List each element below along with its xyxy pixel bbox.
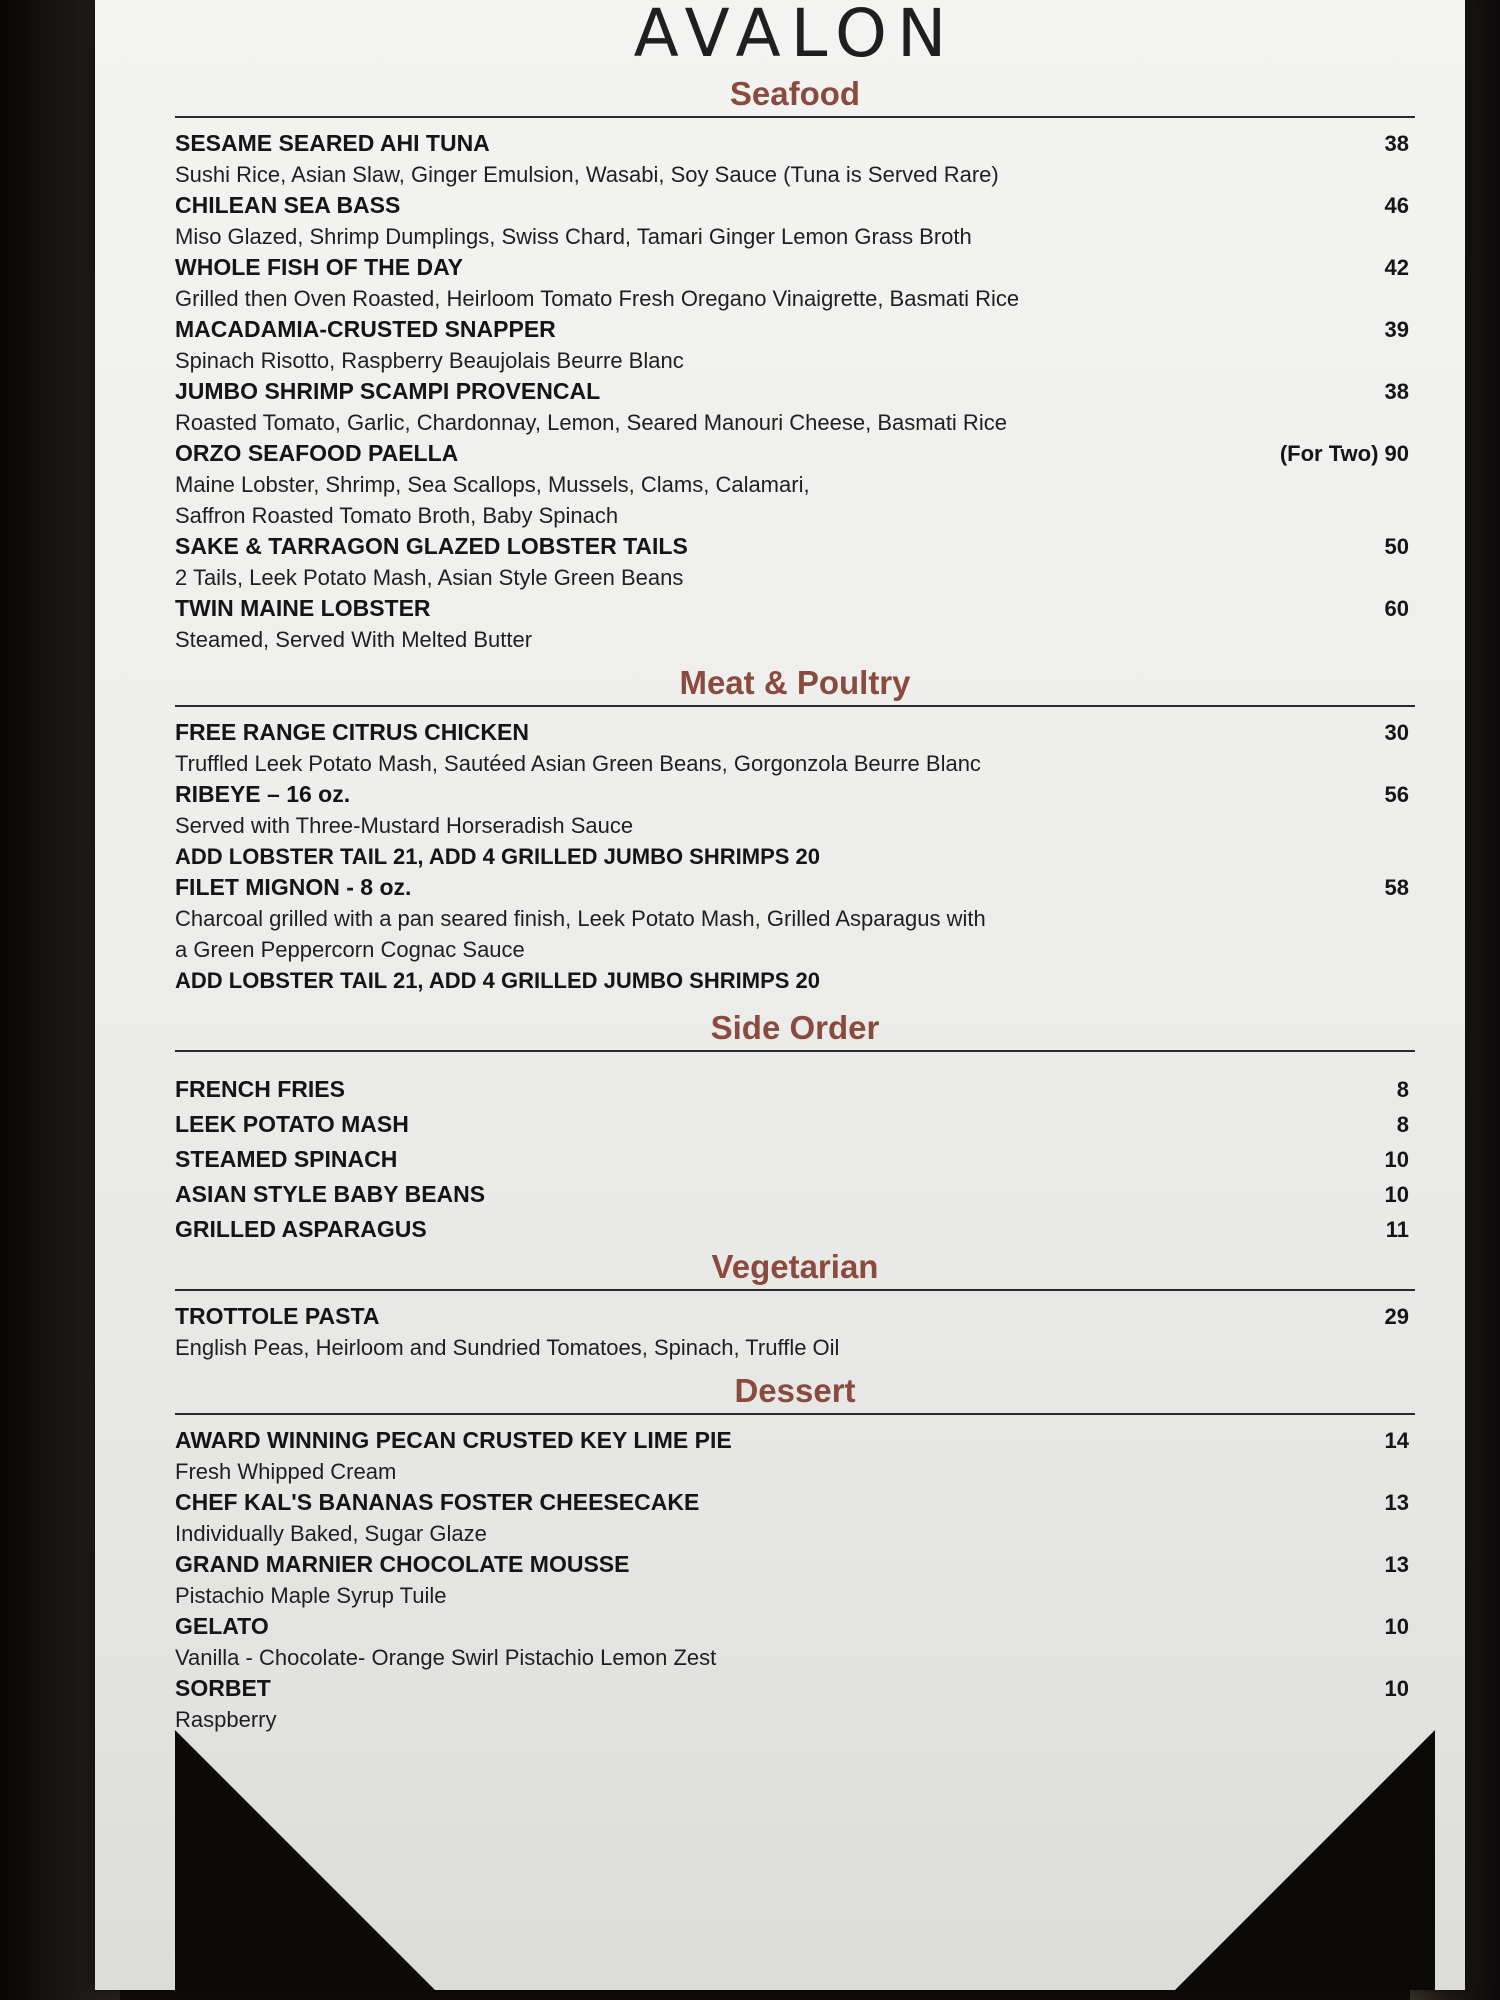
item-name: ASIAN STYLE BABY BEANS <box>175 1181 486 1207</box>
item-name: SORBET <box>175 1675 271 1701</box>
item-description: Sushi Rice, Asian Slaw, Ginger Emulsion, Wasabi, Soy Sauce (Tuna is Served Rare) <box>175 162 999 187</box>
menu-item <box>175 717 1415 779</box>
section-divider <box>175 705 1415 707</box>
item-description: Steamed, Served With Melted Butter <box>175 627 533 652</box>
item-name: GELATO <box>175 1613 269 1639</box>
item-price: 56 <box>1384 782 1409 807</box>
section-title-dessert: Dessert <box>734 1372 856 1409</box>
item-price: 10 <box>1384 1676 1409 1701</box>
item-name: TROTTOLE PASTA <box>175 1303 380 1329</box>
item-price: 11 <box>1385 1217 1409 1242</box>
item-name: TWIN MAINE LOBSTER <box>175 595 431 621</box>
section-seafood <box>175 76 1415 655</box>
item-name: SAKE & TARRAGON GLAZED LOBSTER TAILS <box>175 533 688 559</box>
menu-item <box>175 1107 1415 1142</box>
item-price: 38 <box>1384 131 1409 156</box>
item-name: CHEF KAL'S BANANAS FOSTER CHEESECAKE <box>175 1489 700 1515</box>
section-title-meat-poultry: Meat & Poultry <box>679 664 911 701</box>
item-name: STEAMED SPINACH <box>175 1146 398 1172</box>
item-price: 38 <box>1384 379 1409 404</box>
section-divider <box>175 1413 1415 1415</box>
menu-holder-corner-right <box>1175 1730 1435 1990</box>
menu-item <box>175 128 1415 190</box>
item-name: CHILEAN SEA BASS <box>175 192 401 218</box>
menu-item <box>175 1673 1415 1735</box>
section-side-order <box>175 1010 1415 1247</box>
item-name: WHOLE FISH OF THE DAY <box>175 254 463 280</box>
item-name: ORZO SEAFOOD PAELLA <box>175 440 459 466</box>
section-dessert <box>175 1373 1415 1735</box>
item-name: GRILLED ASPARAGUS <box>175 1216 427 1242</box>
section-vegetarian <box>175 1249 1415 1363</box>
menu-item <box>175 531 1415 593</box>
item-price: 13 <box>1384 1490 1409 1515</box>
item-name: FRENCH FRIES <box>175 1076 345 1102</box>
menu-item <box>175 1177 1415 1212</box>
item-price: 30 <box>1384 720 1409 745</box>
menu-item <box>175 190 1415 252</box>
item-description: Pistachio Maple Syrup Tuile <box>175 1583 447 1608</box>
item-description: Raspberry <box>175 1707 277 1732</box>
item-description: Served with Three-Mustard Horseradish Sauce <box>175 813 634 838</box>
item-name: MACADAMIA-CRUSTED SNAPPER <box>175 316 556 342</box>
menu-item <box>175 376 1415 438</box>
menu-item <box>175 1549 1415 1611</box>
item-price: 46 <box>1384 193 1409 218</box>
item-description: Individually Baked, Sugar Glaze <box>175 1521 487 1546</box>
item-price: 29 <box>1384 1304 1409 1329</box>
item-addon: ADD LOBSTER TAIL 21, ADD 4 GRILLED JUMBO SHRIMPS 20 <box>175 968 821 993</box>
item-price: 10 <box>1384 1147 1409 1172</box>
menu-item <box>175 1212 1415 1247</box>
item-description: Charcoal grilled with a pan seared finish, Leek Potato Mash, Grilled Asparagus with <box>175 906 986 931</box>
item-price: 10 <box>1384 1614 1409 1639</box>
item-price: 60 <box>1384 596 1409 621</box>
item-name: SESAME SEARED AHI TUNA <box>175 130 490 156</box>
menu-page <box>95 0 1465 1990</box>
item-description: Roasted Tomato, Garlic, Chardonnay, Lemon, Seared Manouri Cheese, Basmati Rice <box>175 410 1007 435</box>
item-name: JUMBO SHRIMP SCAMPI PROVENCAL <box>175 378 601 404</box>
menu-item <box>175 593 1415 655</box>
section-title-vegetarian: Vegetarian <box>711 1248 879 1285</box>
item-description: Spinach Risotto, Raspberry Beaujolais Beurre Blanc <box>175 348 684 373</box>
item-name: LEEK POTATO MASH <box>175 1111 409 1137</box>
menu-item <box>175 1611 1415 1673</box>
side-order-list <box>175 1072 1415 1247</box>
item-description-line-2: Saffron Roasted Tomato Broth, Baby Spinach <box>175 503 619 528</box>
section-divider <box>175 116 1415 118</box>
item-name: AWARD WINNING PECAN CRUSTED KEY LIME PIE <box>175 1427 732 1453</box>
item-price: 42 <box>1384 255 1409 280</box>
menu-holder-corner-left <box>175 1730 435 1990</box>
section-meat-poultry <box>175 665 1415 996</box>
item-price: 8 <box>1396 1112 1409 1137</box>
menu-item <box>175 1072 1415 1107</box>
item-description-line-2: a Green Peppercorn Cognac Sauce <box>175 937 525 962</box>
item-price: 10 <box>1384 1182 1409 1207</box>
item-price: (For Two) 90 <box>1279 441 1409 466</box>
item-price: 8 <box>1396 1077 1409 1102</box>
menu-item <box>175 1487 1415 1549</box>
menu-item <box>175 1425 1415 1487</box>
section-divider <box>175 1289 1415 1291</box>
item-price: 13 <box>1384 1552 1409 1577</box>
menu-item <box>175 1301 1415 1363</box>
section-title-side-order: Side Order <box>710 1009 880 1046</box>
restaurant-logo: AVALON <box>633 0 957 72</box>
menu-item <box>175 314 1415 376</box>
menu-content <box>175 0 1415 1735</box>
item-price: 14 <box>1384 1428 1409 1453</box>
item-name: FREE RANGE CITRUS CHICKEN <box>175 719 529 745</box>
item-description: Vanilla - Chocolate- Orange Swirl Pistachio Lemon Zest <box>175 1645 717 1670</box>
menu-item <box>175 872 1415 996</box>
item-price: 50 <box>1384 534 1409 559</box>
item-addon: ADD LOBSTER TAIL 21, ADD 4 GRILLED JUMBO SHRIMPS 20 <box>175 844 821 869</box>
item-description: English Peas, Heirloom and Sundried Tomatoes, Spinach, Truffle Oil <box>175 1335 840 1360</box>
menu-item <box>175 779 1415 872</box>
item-name: RIBEYE – 16 oz. <box>175 781 351 807</box>
item-description: Miso Glazed, Shrimp Dumplings, Swiss Chard, Tamari Ginger Lemon Grass Broth <box>175 224 972 249</box>
item-price: 58 <box>1384 875 1409 900</box>
item-description: 2 Tails, Leek Potato Mash, Asian Style Green Beans <box>175 565 684 590</box>
item-description: Fresh Whipped Cream <box>175 1459 397 1484</box>
item-price: 39 <box>1384 317 1409 342</box>
menu-item <box>175 438 1415 531</box>
menu-item <box>175 252 1415 314</box>
item-description: Maine Lobster, Shrimp, Sea Scallops, Mussels, Clams, Calamari, <box>175 472 810 497</box>
menu-item <box>175 1142 1415 1177</box>
item-description: Truffled Leek Potato Mash, Sautéed Asian Green Beans, Gorgonzola Beurre Blanc <box>175 751 981 776</box>
item-name: GRAND MARNIER CHOCOLATE MOUSSE <box>175 1551 630 1577</box>
item-description: Grilled then Oven Roasted, Heirloom Tomato Fresh Oregano Vinaigrette, Basmati Rice <box>175 286 1020 311</box>
section-divider <box>175 1050 1415 1052</box>
section-title-seafood: Seafood <box>729 75 861 112</box>
item-name: FILET MIGNON - 8 oz. <box>175 874 412 900</box>
